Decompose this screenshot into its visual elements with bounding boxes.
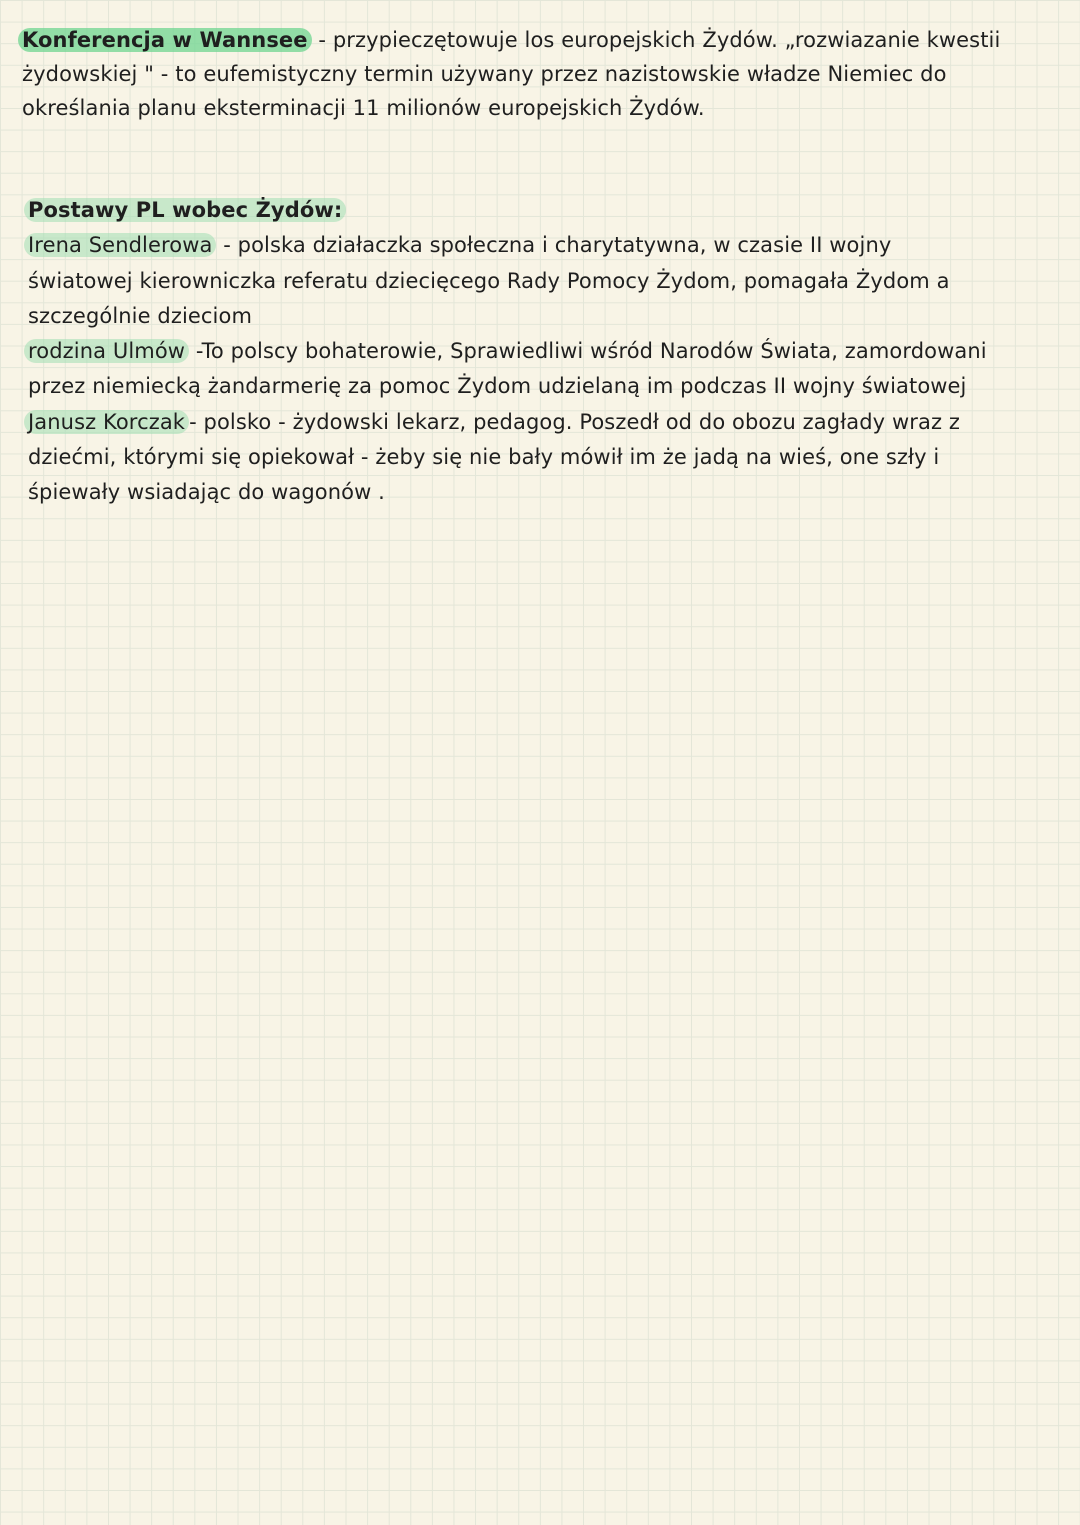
name-highlight-ulma: rodzina Ulmów [24,339,189,363]
name-highlight-sendler: Irena Sendlerowa [24,233,216,257]
text-line: określania planu eksterminacji 11 milionów europejskich Żydów. [22,96,705,120]
section-attitudes [28,193,987,511]
name-highlight-korczak: Janusz Korczak [24,410,189,434]
term-highlight: Konferencja w Wannsee [18,28,312,52]
section-heading-line [28,193,987,228]
text-line: światowej kierowniczka referatu dziecięcego Rady Pomocy Żydom, pomagała Żydom a [28,268,950,293]
text-line [28,228,987,263]
text-segment: - przypieczętowuje los europejskich Żydów. „rozwiazanie kwestii [311,28,1001,52]
paragraph-wannsee [22,23,1000,125]
text-line: śpiewały wsiadając do wagonów . [28,480,385,505]
text-line [28,405,987,440]
text-segment: - polsko - żydowski lekarz, pedagog. Poszedł od do obozu zagłady wraz z [189,409,960,434]
text-line [22,23,1000,57]
text-segment: - polska działaczka społeczna i charytatywna, w czasie II wojny [216,233,892,258]
text-line: szczególnie dzieciom [28,303,252,328]
section-heading: Postawy PL wobec Żydów: [24,198,346,222]
text-line: dziećmi, którymi się opiekował - żeby się nie bały mówił im że jadą na wieś, one szły i [28,445,940,470]
text-line: przez niemiecką żandarmerię za pomoc Żydom udzielaną im podczas II wojny światowej [28,374,967,399]
text-segment: -To polscy bohaterowie, Sprawiedliwi wśród Narodów Świata, zamordowani [189,339,987,364]
text-line [28,334,987,369]
text-line: żydowskiej " - to eufemistyczny termin używany przez nazistowskie władze Niemiec do [22,62,947,86]
